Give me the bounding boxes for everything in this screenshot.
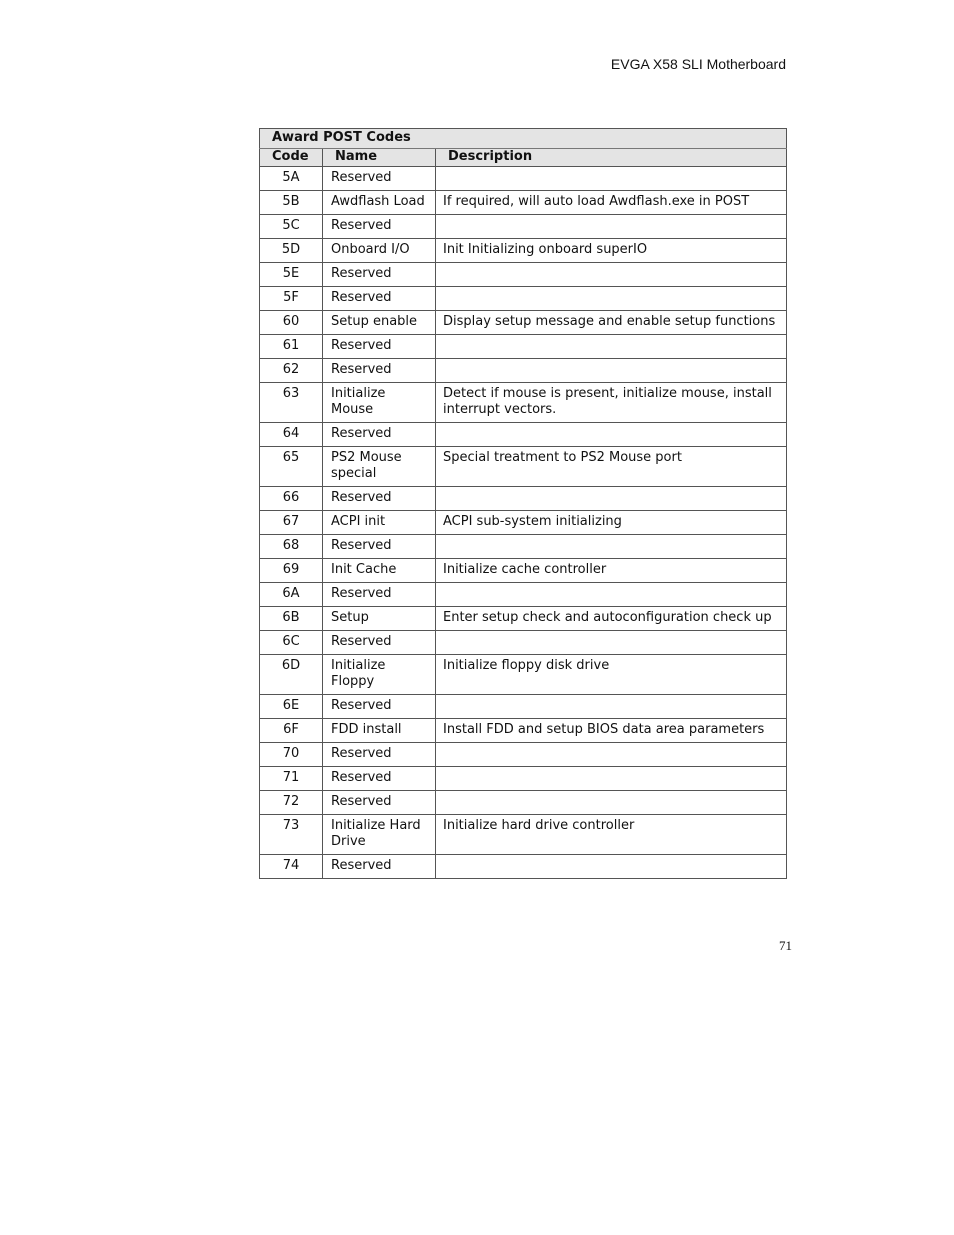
description-cell <box>436 166 787 190</box>
name-cell: Initialize Mouse <box>323 382 436 422</box>
description-cell: Init Initializing onboard superIO <box>436 238 787 262</box>
code-cell: 70 <box>260 742 323 766</box>
table-row <box>260 742 787 766</box>
table-row <box>260 606 787 630</box>
table-row <box>260 422 787 446</box>
name-cell: Setup enable <box>323 310 436 334</box>
description-cell <box>436 286 787 310</box>
name-cell: PS2 Mouse special <box>323 446 436 486</box>
page-number: 71 <box>779 938 792 953</box>
description-cell <box>436 262 787 286</box>
code-cell: 6C <box>260 630 323 654</box>
description-cell <box>436 630 787 654</box>
name-cell: Reserved <box>323 854 436 878</box>
description-cell: Display setup message and enable setup functions <box>436 310 787 334</box>
code-cell: 62 <box>260 358 323 382</box>
description-cell <box>436 422 787 446</box>
table-row <box>260 238 787 262</box>
table-row <box>260 558 787 582</box>
description-cell <box>436 334 787 358</box>
table-row <box>260 262 787 286</box>
name-cell: Reserved <box>323 422 436 446</box>
code-cell: 5D <box>260 238 323 262</box>
name-cell: Reserved <box>323 214 436 238</box>
name-cell: Reserved <box>323 694 436 718</box>
description-cell <box>436 694 787 718</box>
code-cell: 5E <box>260 262 323 286</box>
name-cell: Reserved <box>323 582 436 606</box>
code-cell: 65 <box>260 446 323 486</box>
table-title: Award POST Codes <box>260 129 787 149</box>
description-cell: Initialize floppy disk drive <box>436 654 787 694</box>
description-cell: ACPI sub-system initializing <box>436 510 787 534</box>
code-cell: 71 <box>260 766 323 790</box>
description-cell: Special treatment to PS2 Mouse port <box>436 446 787 486</box>
code-cell: 63 <box>260 382 323 422</box>
table-row <box>260 534 787 558</box>
description-cell <box>436 582 787 606</box>
name-cell: Reserved <box>323 334 436 358</box>
table-row <box>260 854 787 878</box>
description-cell <box>436 742 787 766</box>
code-cell: 5C <box>260 214 323 238</box>
table-row <box>260 358 787 382</box>
code-cell: 6D <box>260 654 323 694</box>
table-row <box>260 630 787 654</box>
description-cell: Initialize cache controller <box>436 558 787 582</box>
table-row <box>260 334 787 358</box>
description-cell <box>436 854 787 878</box>
table-row <box>260 790 787 814</box>
column-header-name: Name <box>323 149 436 167</box>
name-cell: Setup <box>323 606 436 630</box>
table-row <box>260 166 787 190</box>
description-cell: Install FDD and setup BIOS data area parameters <box>436 718 787 742</box>
name-cell: Reserved <box>323 166 436 190</box>
name-cell: Reserved <box>323 358 436 382</box>
table-body <box>260 166 787 878</box>
description-cell: If required, will auto load Awdflash.exe in POST <box>436 190 787 214</box>
table-row <box>260 382 787 422</box>
name-cell: Reserved <box>323 630 436 654</box>
table-row <box>260 654 787 694</box>
table-row <box>260 286 787 310</box>
code-cell: 6A <box>260 582 323 606</box>
code-cell: 72 <box>260 790 323 814</box>
name-cell: Reserved <box>323 286 436 310</box>
description-cell <box>436 358 787 382</box>
code-cell: 5B <box>260 190 323 214</box>
table-header-row <box>260 149 787 167</box>
table-row <box>260 486 787 510</box>
table-row <box>260 814 787 854</box>
table-row <box>260 766 787 790</box>
code-cell: 64 <box>260 422 323 446</box>
description-cell: Enter setup check and autoconfiguration check up <box>436 606 787 630</box>
table-row <box>260 446 787 486</box>
name-cell: Reserved <box>323 534 436 558</box>
table-row <box>260 694 787 718</box>
code-cell: 74 <box>260 854 323 878</box>
description-cell <box>436 486 787 510</box>
description-cell <box>436 534 787 558</box>
code-cell: 5A <box>260 166 323 190</box>
table-row <box>260 310 787 334</box>
table-row <box>260 582 787 606</box>
name-cell: ACPI init <box>323 510 436 534</box>
code-cell: 69 <box>260 558 323 582</box>
column-header-code: Code <box>260 149 323 167</box>
table-title-row <box>260 129 787 149</box>
name-cell: Reserved <box>323 742 436 766</box>
post-codes-table-wrapper <box>259 128 786 879</box>
code-cell: 67 <box>260 510 323 534</box>
table-row <box>260 510 787 534</box>
post-codes-table <box>259 128 787 879</box>
code-cell: 66 <box>260 486 323 510</box>
description-cell <box>436 790 787 814</box>
name-cell: Initialize Floppy <box>323 654 436 694</box>
code-cell: 6E <box>260 694 323 718</box>
table-row <box>260 718 787 742</box>
name-cell: Onboard I/O <box>323 238 436 262</box>
description-cell <box>436 766 787 790</box>
name-cell: Init Cache <box>323 558 436 582</box>
description-cell: Detect if mouse is present, initialize mouse, install interrupt vectors. <box>436 382 787 422</box>
name-cell: Reserved <box>323 486 436 510</box>
code-cell: 5F <box>260 286 323 310</box>
column-header-description: Description <box>436 149 787 167</box>
running-header: EVGA X58 SLI Motherboard <box>610 56 786 72</box>
table-row <box>260 214 787 238</box>
name-cell: Reserved <box>323 262 436 286</box>
name-cell: Reserved <box>323 766 436 790</box>
table-row <box>260 190 787 214</box>
name-cell: Awdflash Load <box>323 190 436 214</box>
code-cell: 68 <box>260 534 323 558</box>
code-cell: 6B <box>260 606 323 630</box>
code-cell: 73 <box>260 814 323 854</box>
code-cell: 6F <box>260 718 323 742</box>
name-cell: FDD install <box>323 718 436 742</box>
name-cell: Initialize Hard Drive <box>323 814 436 854</box>
code-cell: 60 <box>260 310 323 334</box>
description-cell <box>436 214 787 238</box>
code-cell: 61 <box>260 334 323 358</box>
name-cell: Reserved <box>323 790 436 814</box>
description-cell: Initialize hard drive controller <box>436 814 787 854</box>
